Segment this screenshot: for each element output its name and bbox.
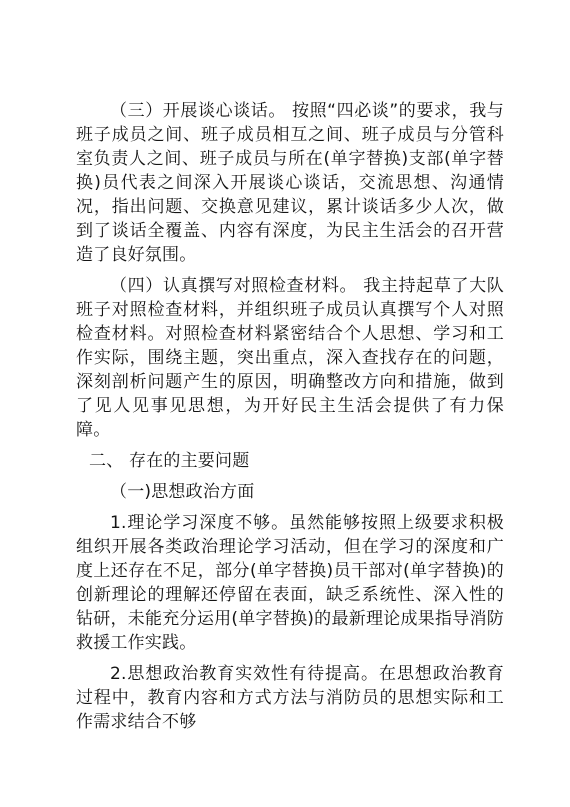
- section-heading-main-problems: 二、 存在的主要问题: [89, 451, 250, 471]
- paragraph-theory-study-depth: 1.理论学习深度不够。虽然能够按照上级要求积极组织开展各类政治理论学习活动，但在学习的深度和广度上还存在不足，部分(单字替换)员干部对(单字替换)的创新理论的理解还停留在表面，缺乏系统性、深入性的钻研，未能充分运用(单字替换)的最新理论成果指导消防救援工作实践。: [76, 513, 504, 653]
- paragraph-heart-to-heart-talks: （三）开展谈心谈话。 按照“四必谈”的要求，我与班子成员之间、班子成员相互之间、班子成员与分管科室负责人之间、班子成员与所在(单字替换)支部(单字替换)员代表之间深入开展谈心谈话，交流思想、沟通情况，指出问题、交换意见建议，累计谈话多少人次，做到了谈话全覆盖、内容有深度，为民主生活会的召开营造了良好氛围。: [76, 101, 504, 265]
- document-body: [76, 99, 504, 734]
- paragraph-review-materials: （四）认真撰写对照检查材料。 我主持起草了大队班子对照检查材料，并组织班子成员认真撰写个人对照检查材料。对照检查材料紧密结合个人思想、学习和工作实际，围绕主题，突出重点，深入查找存在的问题，深刻剖析问题产生的原因，明确整改方向和措施，做到了见人见事见思想，为开好民主生活会提供了有力保障。: [76, 276, 504, 440]
- paragraph-education-effectiveness: 2.思想政治教育实效性有待提高。在思想政治教育过程中，教育内容和方式方法与消防员的思想实际和工作需求结合不够: [76, 664, 504, 732]
- subheading-ideological-political: （一)思想政治方面: [110, 482, 255, 502]
